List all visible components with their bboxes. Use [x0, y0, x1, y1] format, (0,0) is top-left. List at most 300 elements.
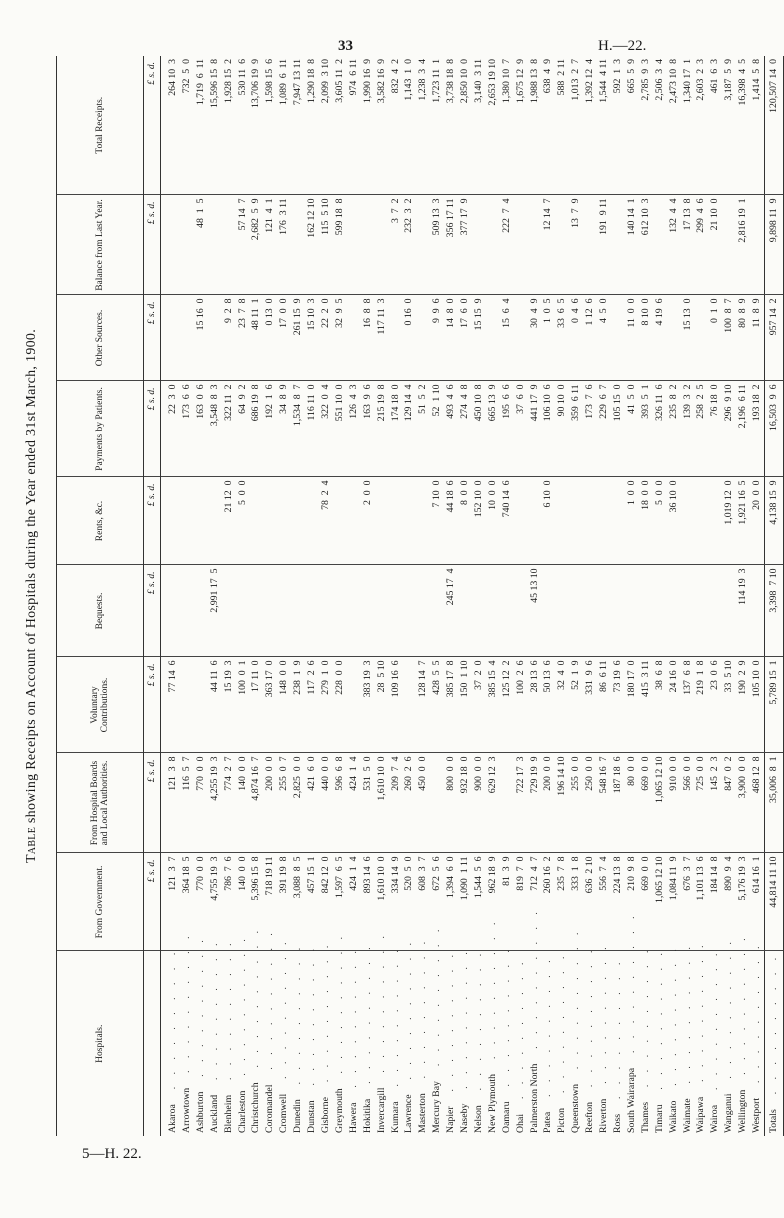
amount-vol: 32 4 0 — [555, 657, 569, 753]
amount-boards — [500, 753, 514, 853]
amount-pay: 51 5 2 — [416, 381, 430, 477]
amount-beq — [305, 565, 319, 657]
amount-beq — [472, 565, 486, 657]
money-unit-label: £ s. d. — [144, 195, 161, 295]
leader-dots: . . . . . . . . . . — [319, 940, 331, 1098]
amount-pay: 22 3 0 — [161, 381, 180, 477]
amount-other: 4 5 0 — [597, 295, 611, 381]
hospital-name — [500, 945, 514, 1136]
money-unit-label: £ s. d. — [144, 56, 161, 195]
table-row — [333, 56, 347, 1136]
amount-gov: 1,084 11 9 — [667, 853, 681, 951]
amount-boards — [430, 753, 444, 853]
hospital-name-text: Wanganui — [723, 1093, 735, 1133]
hospital-name-text: Totals — [767, 1109, 779, 1133]
amount-rents — [611, 477, 625, 565]
amount-gov: 1,101 13 6 — [694, 853, 708, 951]
amount-rents — [333, 477, 347, 565]
column-header: Balance from Last Year. — [57, 195, 144, 295]
amount-rents: 78 2 4 — [319, 477, 333, 565]
amount-beq — [569, 565, 583, 657]
amount-vol: 128 14 7 — [416, 657, 430, 753]
amount-rents: 44 18 6 — [444, 477, 458, 565]
amount-total: 1,290 18 8 — [305, 56, 319, 195]
column-header: Voluntary Contributions. — [57, 657, 144, 753]
amount-bal: 191 9 11 — [597, 195, 611, 295]
hospital-name — [722, 937, 736, 1136]
hospital-name — [430, 924, 444, 1136]
amount-beq — [236, 565, 250, 657]
amount-rents: 20 0 0 — [750, 477, 764, 565]
table-body — [161, 56, 784, 1136]
amount-vol: 77 14 6 — [161, 657, 180, 753]
amount-total: 2,603 2 3 — [694, 56, 708, 195]
amount-gov: 676 3 7 — [681, 853, 695, 951]
hospital-name — [764, 951, 783, 1136]
amount-beq — [291, 565, 305, 657]
amount-bal — [375, 195, 389, 295]
amount-bal: 13 7 9 — [569, 195, 583, 295]
amount-gov: 1,597 6 5 — [333, 853, 347, 951]
amount-vol: 86 6 11 — [597, 657, 611, 753]
amount-total: 638 4 9 — [541, 56, 555, 195]
amount-total: 592 1 3 — [611, 56, 625, 195]
amount-boards: 800 0 0 — [444, 753, 458, 853]
amount-beq — [639, 565, 653, 657]
amount-beq — [458, 565, 472, 657]
amount-rents — [416, 477, 430, 565]
amount-bal: 599 18 8 — [333, 195, 347, 295]
amount-boards: 3,900 0 0 — [736, 753, 750, 853]
amount-other: 100 8 7 — [722, 295, 736, 381]
hospital-name-text: South Wairarapa — [625, 1067, 637, 1133]
amount-rents — [569, 477, 583, 565]
hospital-name — [708, 948, 722, 1136]
amount-boards: 196 14 10 — [555, 753, 569, 853]
amount-total: 15,596 15 8 — [208, 56, 222, 195]
amount-gov: 890 9 4 — [722, 853, 736, 951]
amount-pay: 34 8 9 — [277, 381, 291, 477]
amount-vol: 28 5 10 — [375, 657, 389, 753]
hospital-name — [161, 947, 180, 1136]
amount-other — [486, 295, 500, 381]
hospital-name-text: Lawrence — [403, 1094, 415, 1133]
amount-vol: 279 1 0 — [319, 657, 333, 753]
table-row — [277, 56, 291, 1136]
hospital-name — [472, 948, 486, 1136]
amount-other — [694, 295, 708, 381]
amount-boards: 2,825 0 0 — [291, 753, 305, 853]
amount-total: 665 5 9 — [625, 56, 639, 195]
leader-dots: . . . . . . . . . . — [250, 925, 262, 1083]
amount-rents: 21 12 0 — [222, 477, 236, 565]
amount-rents — [161, 477, 180, 565]
amount-other: 261 15 9 — [291, 295, 305, 381]
table-row — [458, 56, 472, 1136]
table-row — [347, 56, 361, 1136]
amount-bal — [208, 195, 222, 295]
amount-bal: 356 17 11 — [444, 195, 458, 295]
amount-total: 1,544 4 11 — [597, 56, 611, 195]
amount-other: 33 6 5 — [555, 295, 569, 381]
amount-boards: 531 5 0 — [361, 753, 375, 853]
amount-boards: 847 0 2 — [722, 753, 736, 853]
amount-boards: 669 0 0 — [639, 753, 653, 853]
amount-boards: 200 0 0 — [541, 753, 555, 853]
amount-bal: 612 10 3 — [639, 195, 653, 295]
amount-other: 15 10 3 — [305, 295, 319, 381]
amount-beq — [389, 565, 403, 657]
table-row — [750, 56, 764, 1136]
amount-rents — [208, 477, 222, 565]
hospital-name — [694, 940, 708, 1136]
amount-gov: 608 3 7 — [416, 853, 430, 951]
hospital-name-text: Ashburton — [194, 1091, 206, 1133]
hospital-name — [625, 911, 639, 1136]
hospital-name-text: Waipawa — [695, 1096, 707, 1133]
table-row — [263, 56, 277, 1136]
amount-beq — [333, 565, 347, 657]
leader-dots: . . . . . . . . . . — [361, 942, 373, 1099]
leader-dots: . . . . . . . . . . — [723, 937, 735, 1094]
hospital-name-text: Blenheim — [222, 1094, 234, 1133]
amount-rents — [375, 477, 389, 565]
amount-beq — [486, 565, 500, 657]
table-row — [722, 56, 736, 1136]
amount-gov: 224 13 8 — [611, 853, 625, 951]
leader-dots: . . . . . . . . . . — [445, 949, 457, 1107]
amount-total: 1,340 17 1 — [681, 56, 695, 195]
table-row — [708, 56, 722, 1136]
amount-gov: 1,610 10 0 — [375, 853, 389, 951]
amount-gov: 184 14 8 — [708, 853, 722, 951]
amount-beq: 245 17 4 — [444, 565, 458, 657]
amount-vol: 190 2 9 — [736, 657, 750, 753]
hospital-name — [486, 917, 500, 1136]
table-row — [514, 56, 528, 1136]
amount-other — [389, 295, 403, 381]
amount-bal — [347, 195, 361, 295]
leader-dots: . . . . . . . . . . — [403, 937, 415, 1095]
hospital-name-text: Kumara — [389, 1101, 401, 1133]
leader-dots: . . . . . . . . . . — [556, 951, 568, 1108]
amount-gov: 636 2 10 — [583, 853, 597, 951]
leader-dots: . . . . . . . . . . — [639, 945, 651, 1102]
amount-boards: 932 18 0 — [458, 753, 472, 853]
amount-bal: 115 5 10 — [319, 195, 333, 295]
totals-row — [764, 56, 783, 1136]
amount-vol — [402, 657, 416, 753]
amount-pay: 163 0 6 — [194, 381, 208, 477]
amount-gov: 457 15 1 — [305, 853, 319, 951]
amount-vol: 415 3 11 — [639, 657, 653, 753]
header-row — [57, 56, 144, 1136]
leader-dots: . . . . . . . . . . — [208, 938, 220, 1095]
amount-gov: 364 18 5 — [180, 853, 194, 951]
hospital-name-text: Mercury Bay — [431, 1081, 443, 1133]
amount-bal: 12 14 7 — [541, 195, 555, 295]
hospital-name — [194, 935, 208, 1136]
hospital-name-text: Invercargill — [375, 1087, 387, 1133]
hospital-name — [319, 940, 333, 1136]
table-row — [681, 56, 695, 1136]
hospital-name — [569, 927, 583, 1136]
hospital-name-text: Charleston — [236, 1090, 248, 1133]
amount-beq — [222, 565, 236, 657]
amount-beq — [263, 565, 277, 657]
hospital-name — [639, 945, 653, 1136]
amount-beq: 45 13 10 — [528, 565, 542, 657]
hospital-name-text: Auckland — [208, 1094, 220, 1133]
leader-dots: . . . . . . . . . . — [528, 907, 540, 1064]
amount-other: 0 1 0 — [708, 295, 722, 381]
amount-other: 11 8 9 — [750, 295, 764, 381]
amount-bal — [180, 195, 194, 295]
amount-total: 1,143 1 0 — [402, 56, 416, 195]
amount-beq — [180, 565, 194, 657]
amount-bal — [611, 195, 625, 295]
amount-total: 3,582 16 9 — [375, 56, 389, 195]
amount-gov: 235 7 8 — [555, 853, 569, 951]
amount-bal: 9,898 11 9 — [764, 195, 783, 295]
money-unit-label: £ s. d. — [144, 295, 161, 381]
table-row — [528, 56, 542, 1136]
money-unit-label: £ s. d. — [144, 565, 161, 657]
amount-vol: 38 6 8 — [653, 657, 667, 753]
amount-pay: 450 10 8 — [472, 381, 486, 477]
amount-pay: 326 11 6 — [653, 381, 667, 477]
amount-rents — [681, 477, 695, 565]
hospital-name — [611, 951, 625, 1136]
hospital-name — [583, 945, 597, 1136]
amount-bal: 48 1 5 — [194, 195, 208, 295]
amount-rents — [305, 477, 319, 565]
amount-beq — [583, 565, 597, 657]
leader-dots: . . . . . . . . . . — [598, 942, 610, 1099]
table-row — [416, 56, 430, 1136]
amount-total: 2,506 3 4 — [653, 56, 667, 195]
amount-beq — [667, 565, 681, 657]
amount-beq — [500, 565, 514, 657]
amount-gov: 210 9 8 — [625, 853, 639, 951]
amount-bal: 162 12 10 — [305, 195, 319, 295]
amount-total: 16,398 4 5 — [736, 56, 750, 195]
hospital-name — [597, 942, 611, 1136]
hospital-name-text: Arrowtown — [180, 1087, 192, 1133]
leader-dots: . . . . . . . . . . — [472, 948, 484, 1106]
amount-rents — [389, 477, 403, 565]
amount-vol: 5,789 15 1 — [764, 657, 783, 753]
amount-pay: 322 0 4 — [319, 381, 333, 477]
amount-pay: 174 18 0 — [389, 381, 403, 477]
amount-rents — [277, 477, 291, 565]
amount-other — [667, 295, 681, 381]
table-row — [694, 56, 708, 1136]
hospital-name-text: Dunedin — [292, 1099, 304, 1133]
column-header: Rents, &c. — [57, 477, 144, 565]
amount-rents — [555, 477, 569, 565]
amount-beq — [319, 565, 333, 657]
leader-dots: . . . . . . . . . . — [751, 941, 763, 1098]
amount-pay: 258 2 5 — [694, 381, 708, 477]
table-row — [249, 56, 263, 1136]
amount-rents — [347, 477, 361, 565]
amount-vol: 228 0 0 — [333, 657, 347, 753]
amount-pay: 52 1 10 — [430, 381, 444, 477]
amount-vol: 33 5 10 — [722, 657, 736, 753]
amount-bal — [555, 195, 569, 295]
amount-rents: 4,138 15 9 — [764, 477, 783, 565]
amount-bal — [514, 195, 528, 295]
amount-total: 1,988 13 8 — [528, 56, 542, 195]
amount-vol: 44 11 6 — [208, 657, 222, 753]
amount-gov: 614 16 1 — [750, 853, 764, 951]
amount-bal — [583, 195, 597, 295]
amount-other: 22 2 0 — [319, 295, 333, 381]
amount-bal — [222, 195, 236, 295]
amount-pay: 493 4 6 — [444, 381, 458, 477]
amount-pay: 173 6 6 — [180, 381, 194, 477]
column-header: Hospitals. — [57, 951, 144, 1136]
amount-vol: 28 13 6 — [528, 657, 542, 753]
hospital-name — [555, 951, 569, 1136]
amount-vol: 363 17 0 — [263, 657, 277, 753]
amount-gov: 334 14 9 — [389, 853, 403, 951]
leader-dots: . . . . . . . . . . — [306, 943, 318, 1101]
amount-boards: 629 12 3 — [486, 753, 500, 853]
amount-other: 32 9 5 — [333, 295, 347, 381]
leader-dots: . . . . . . . . . . — [681, 941, 693, 1099]
amount-total: 588 2 11 — [555, 56, 569, 195]
amount-pay: 193 18 2 — [750, 381, 764, 477]
amount-gov: 1,090 1 11 — [458, 853, 472, 951]
amount-beq — [625, 565, 639, 657]
leader-dots: . . . . . . . . . . — [667, 944, 679, 1101]
amount-gov: 1,394 6 0 — [444, 853, 458, 951]
money-unit-label: £ s. d. — [144, 853, 161, 951]
hospital-name — [667, 944, 681, 1136]
amount-total: 1,392 12 4 — [583, 56, 597, 195]
amount-rents: 2 0 0 — [361, 477, 375, 565]
amount-gov: 672 5 6 — [430, 853, 444, 951]
amount-vol: 100 2 6 — [514, 657, 528, 753]
amount-vol: 150 1 10 — [458, 657, 472, 753]
table-caption — [24, 56, 48, 1136]
amount-vol: 105 10 0 — [750, 657, 764, 753]
table-row — [402, 56, 416, 1136]
amount-bal: 140 14 1 — [625, 195, 639, 295]
leader-dots: . . . . . . . . . . — [333, 931, 345, 1089]
amount-vol: 137 6 8 — [681, 657, 695, 753]
leader-dots: . . . . . . . . . . — [709, 948, 721, 1105]
money-unit-blank — [144, 951, 161, 1136]
hospital-name — [249, 925, 263, 1136]
amount-boards: 596 6 8 — [333, 753, 347, 853]
amount-vol: 50 13 6 — [541, 657, 555, 753]
amount-total: 974 6 11 — [347, 56, 361, 195]
amount-bal — [472, 195, 486, 295]
amount-other — [416, 295, 430, 381]
amount-boards: 910 0 0 — [667, 753, 681, 853]
amount-total: 1,380 10 7 — [500, 56, 514, 195]
amount-beq: 3,398 7 10 — [764, 565, 783, 657]
hospital-name — [736, 933, 750, 1136]
amount-total: 2,785 9 3 — [639, 56, 653, 195]
amount-gov: 718 19 11 — [263, 853, 277, 951]
amount-gov: 819 7 0 — [514, 853, 528, 951]
amount-pay: 2,196 6 11 — [736, 381, 750, 477]
amount-rents — [180, 477, 194, 565]
amount-boards: 722 17 3 — [514, 753, 528, 853]
hospital-name-text: Ross — [612, 1113, 623, 1133]
leader-dots: . . . . . . . . . . — [570, 927, 582, 1085]
amount-boards: 255 0 0 — [569, 753, 583, 853]
amount-bal — [722, 195, 736, 295]
amount-beq — [708, 565, 722, 657]
amount-gov: 260 16 2 — [541, 853, 555, 951]
hospital-name-text: Hawera — [347, 1102, 359, 1133]
amount-boards: 4,255 19 3 — [208, 753, 222, 853]
amount-gov: 1,544 5 6 — [472, 853, 486, 951]
amount-bal: 176 3 11 — [277, 195, 291, 295]
hospital-name-text: Riverton — [598, 1098, 610, 1133]
amount-rents — [597, 477, 611, 565]
amount-pay: 139 3 2 — [681, 381, 695, 477]
amount-beq — [555, 565, 569, 657]
table-row — [667, 56, 681, 1136]
column-header: From Hospital Boards and Local Authorities. — [57, 753, 144, 853]
hospital-name-text: Coromandel — [264, 1084, 276, 1133]
amount-bal: 132 4 4 — [667, 195, 681, 295]
amount-boards: 440 0 0 — [319, 753, 333, 853]
amount-beq — [277, 565, 291, 657]
table-row — [569, 56, 583, 1136]
amount-total: 264 10 3 — [161, 56, 180, 195]
amount-other: 48 11 1 — [249, 295, 263, 381]
amount-rents: 740 14 6 — [500, 477, 514, 565]
amount-bal: 3 7 2 — [389, 195, 403, 295]
amount-other: 15 15 9 — [472, 295, 486, 381]
hospital-name-text: Ohai — [514, 1113, 526, 1133]
hospital-name-text: Akaroa — [167, 1104, 178, 1133]
table-row — [583, 56, 597, 1136]
leader-dots: . . . . . . . . . . — [180, 931, 192, 1088]
leader-dots: . . . . . . . . . . — [222, 938, 234, 1095]
amount-beq — [161, 565, 180, 657]
amount-gov: 520 5 0 — [402, 853, 416, 951]
amount-vol: 100 0 1 — [236, 657, 250, 753]
amount-bal: 299 4 6 — [694, 195, 708, 295]
hospital-name — [361, 942, 375, 1136]
amount-pay: 274 4 8 — [458, 381, 472, 477]
hospital-name-text: Wairoa — [709, 1104, 721, 1133]
hospital-name-text: Waikato — [667, 1100, 679, 1133]
receipts-table-region — [24, 56, 779, 1136]
amount-pay: 116 11 0 — [305, 381, 319, 477]
amount-vol: 238 1 9 — [291, 657, 305, 753]
amount-total: 1,723 11 1 — [430, 56, 444, 195]
amount-rents — [708, 477, 722, 565]
amount-total: 2,850 10 0 — [458, 56, 472, 195]
amount-pay: 106 10 6 — [541, 381, 555, 477]
amount-vol — [194, 657, 208, 753]
amount-boards: 1,065 12 10 — [653, 753, 667, 853]
amount-other: 80 8 9 — [736, 295, 750, 381]
amount-boards: 548 16 7 — [597, 753, 611, 853]
hospital-name — [389, 945, 403, 1136]
leader-dots: . . . . . . . . . . — [375, 931, 387, 1088]
amount-rents — [402, 477, 416, 565]
